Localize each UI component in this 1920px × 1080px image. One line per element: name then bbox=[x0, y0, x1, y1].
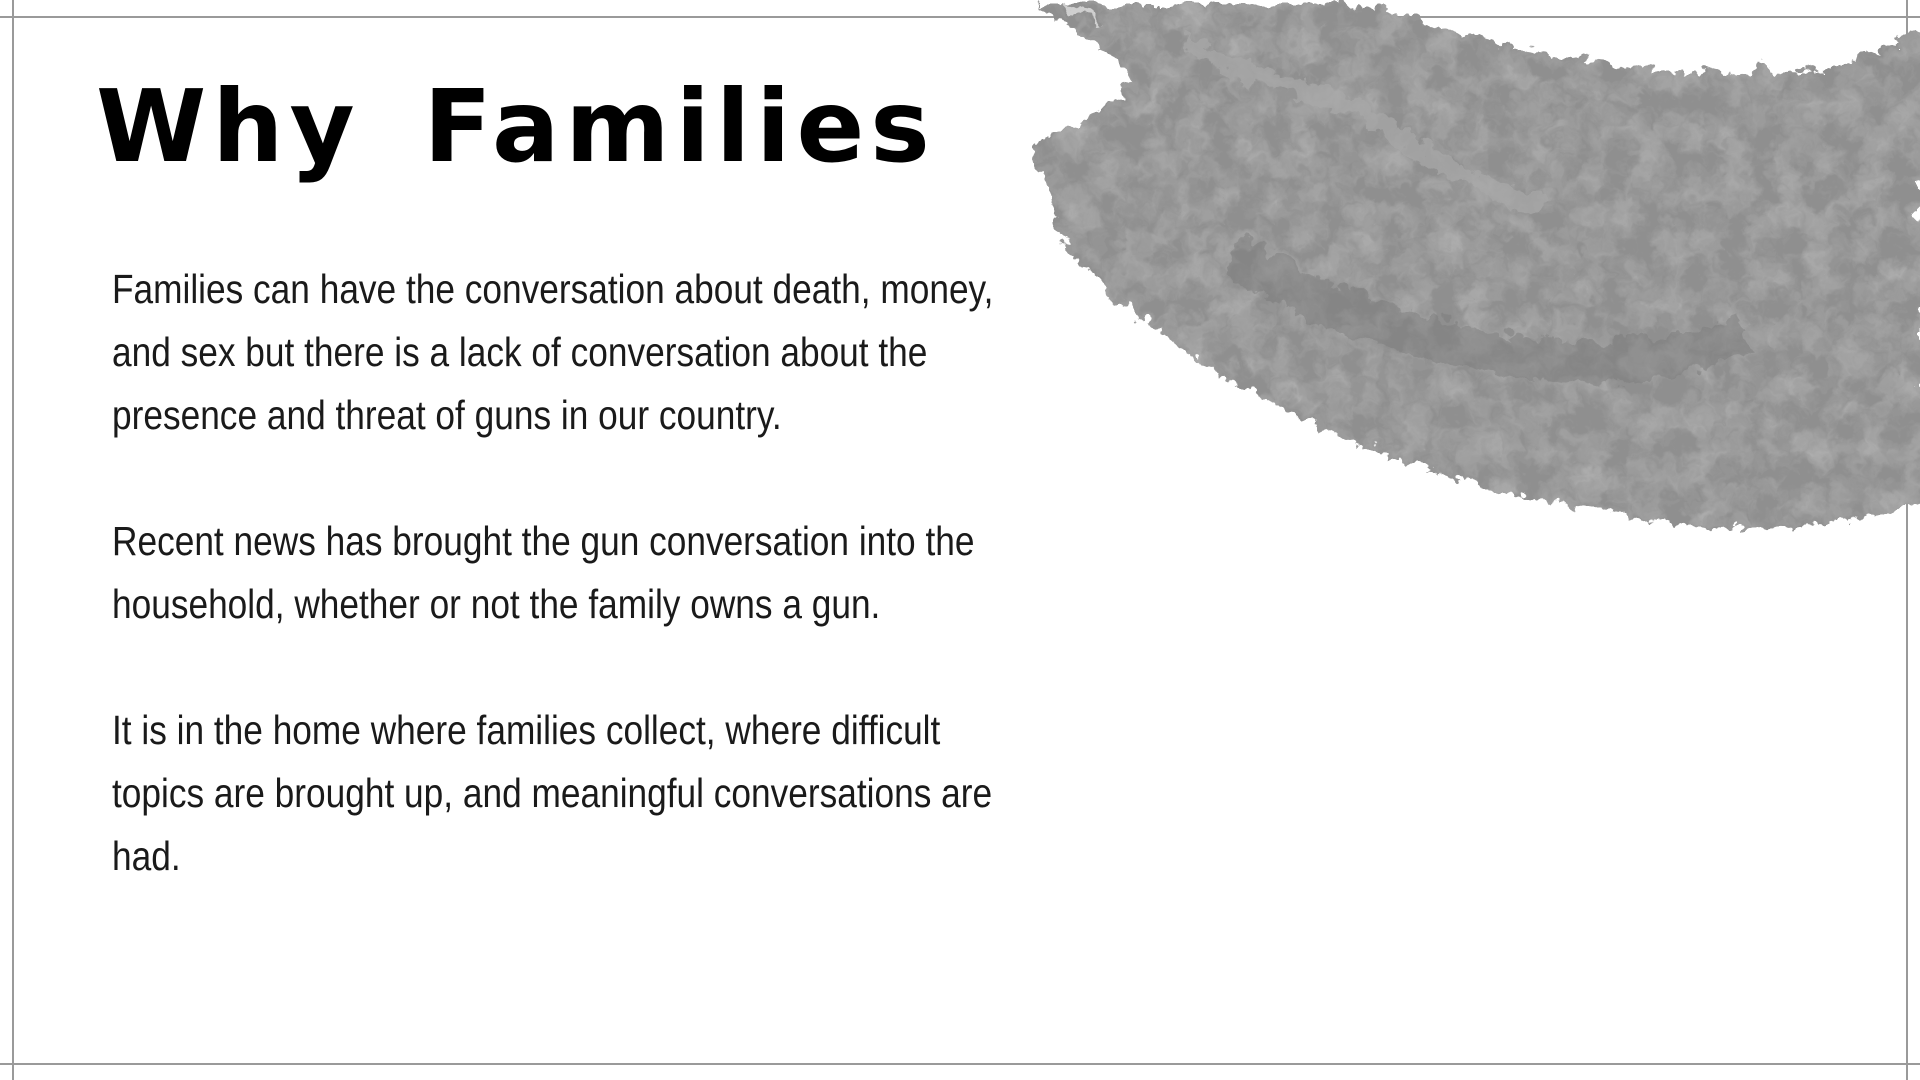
paragraph-recent-news: Recent news has brought the gun conversation into the household, whether or not the family owns a gun. bbox=[112, 518, 975, 627]
slide-title: Why Families bbox=[96, 68, 936, 185]
paragraph-families-conversation: Families can have the conversation about death, money, and sex but there is a lack of conversation about the presence and threat of guns in our country. bbox=[112, 266, 994, 438]
body-text bbox=[112, 258, 1032, 888]
frame-bottom-line bbox=[0, 1063, 1920, 1065]
paragraph-home: It is in the home where families collect, where difficult topics are brought up, and meaningful conversations are had. bbox=[112, 707, 993, 879]
